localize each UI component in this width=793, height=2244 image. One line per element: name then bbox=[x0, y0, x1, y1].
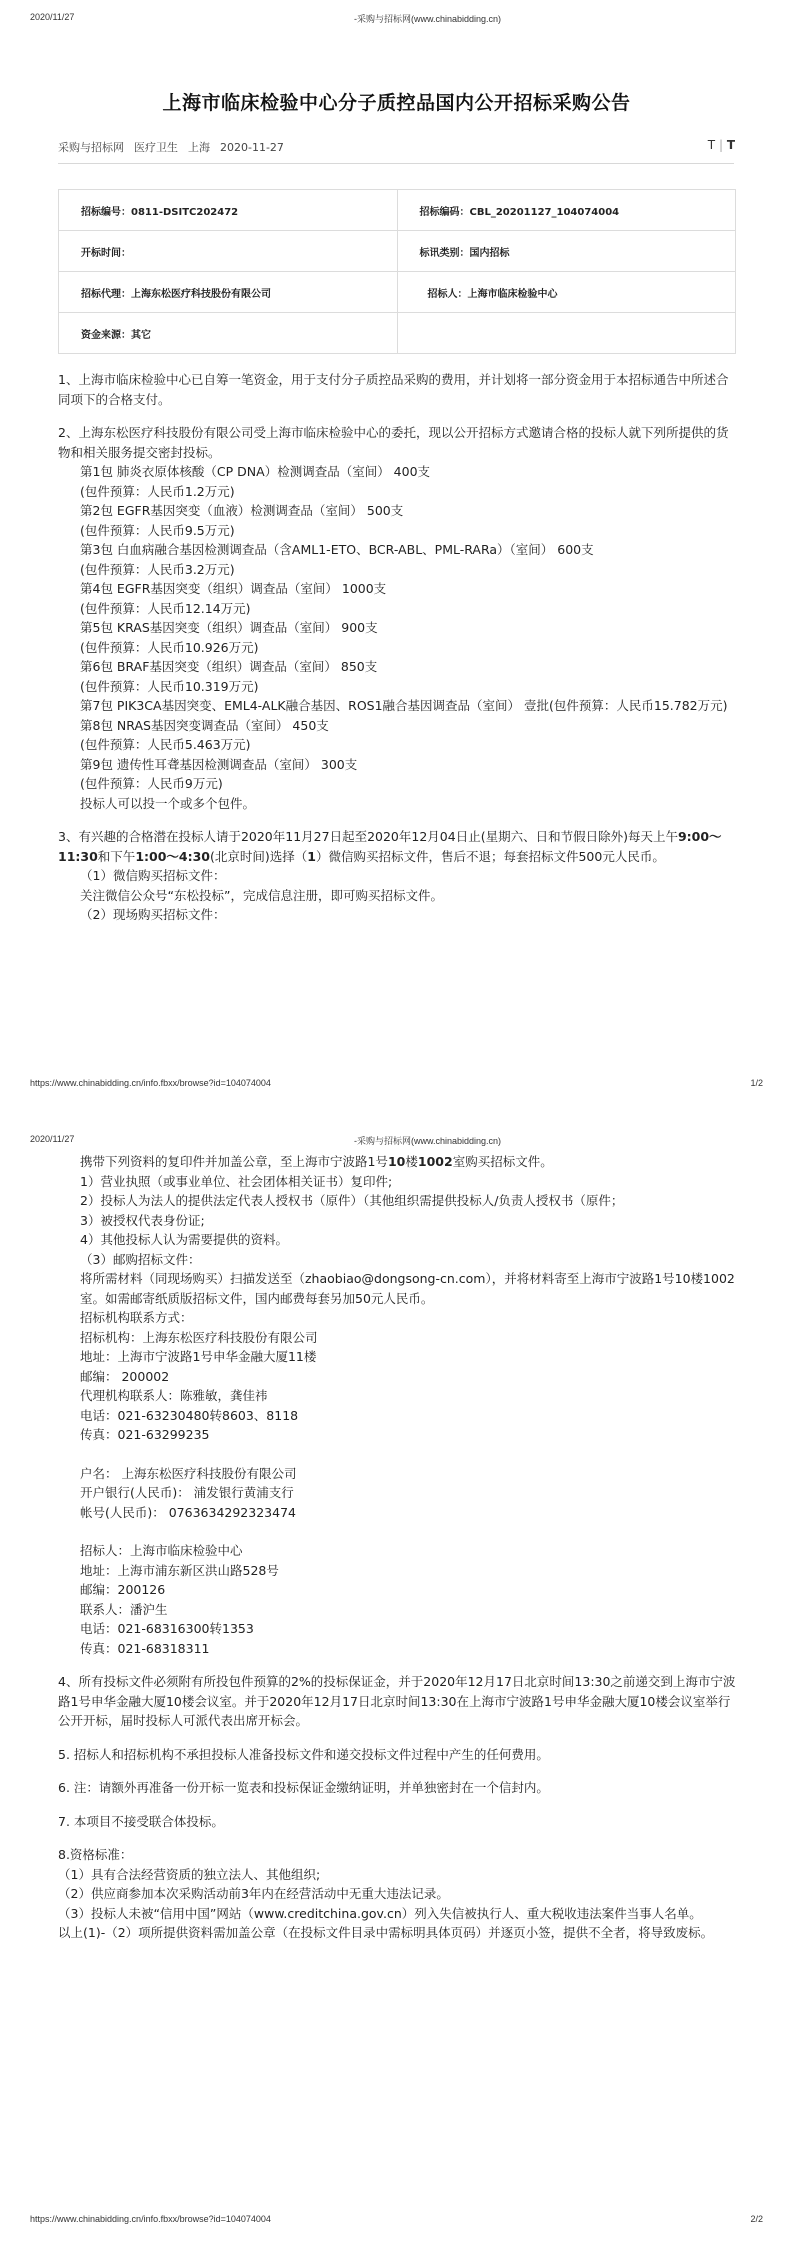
agency-fax: 传真：021-63299235 bbox=[80, 1427, 210, 1442]
package-budget: (包件预算：人民币3.2万元) bbox=[80, 561, 235, 577]
req-3: 3）被授权代表身份证; bbox=[80, 1212, 205, 1228]
onsite-text: 携带下列资料的复印件并加盖公章，至上海市宁波路1号10楼1002室购买招标文件。 bbox=[80, 1154, 553, 1169]
agency-zip: 邮编： 200002 bbox=[80, 1368, 170, 1384]
qual-3: （3）投标人未被“信用中国”网站（www.creditchina.gov.cn）列入失信被执行人、重大税收违法案件当事人名单。 bbox=[58, 1905, 702, 1921]
meta-source[interactable]: 采购与招标网 bbox=[58, 141, 124, 154]
mail-text: 将所需材料（同现场购买）扫描发送至（zhaobiao@dongsong-cn.com），并将材料寄至上海市宁波路1号10楼1002室。如需邮寄纸质版招标文件，国内邮费每套另加50元人民币。 bbox=[80, 1271, 735, 1306]
page-title: 上海市临床检验中心分子质控品国内公开招标采购公告 bbox=[162, 92, 631, 114]
package-budget: (包件预算：人民币10.319万元) bbox=[80, 678, 259, 694]
type-cell: 标讯类别：国内招标 bbox=[397, 231, 736, 272]
font-large-button[interactable]: T bbox=[726, 138, 735, 152]
contact-title: 招标机构联系方式： bbox=[80, 1310, 193, 1325]
account-number: 帐号(人民币)： 0763634292323474 bbox=[80, 1504, 296, 1520]
tenderer-fax: 传真：021-68318311 bbox=[80, 1640, 210, 1656]
open-time-cell: 开标时间： bbox=[59, 231, 398, 272]
tenderer-address: 地址：上海市浦东新区洪山路528号 bbox=[80, 1562, 279, 1578]
footer-page: 2/2 bbox=[750, 2214, 763, 2224]
package-line: 第9包 遗传性耳聋基因检测调查品（室间） 300支 bbox=[80, 756, 358, 772]
qual-4: 以上(1)-（2）项所提供资料需加盖公章（在投标文件目录中需标明具体页码）并逐页小签，提供不全者，将导致废标。 bbox=[58, 1925, 714, 1940]
section-8: 8.资格标准： bbox=[58, 1847, 133, 1862]
footer-url[interactable]: https://www.chinabidding.cn/info.fbxx/browse?id=104074004 bbox=[30, 1078, 271, 1088]
onsite-title: （2）现场购买招标文件： bbox=[80, 907, 226, 922]
qual-2: （2）供应商参加本次采购活动前3年内在经营活动中无重大违法记录。 bbox=[58, 1886, 449, 1901]
account-bank: 开户银行(人民币)： 浦发银行黄浦支行 bbox=[80, 1485, 294, 1500]
print-date: 2020/11/27 bbox=[30, 1134, 75, 1144]
req-4: 4）其他投标人认为需要提供的资料。 bbox=[80, 1232, 288, 1247]
package-line: 第4包 EGFR基因突变（组织）调查品（室间） 1000支 bbox=[80, 581, 387, 596]
package-budget: (包件预算：人民币9万元) bbox=[80, 776, 223, 791]
bid-info-table bbox=[58, 189, 736, 354]
section-2: 2、上海东松医疗科技股份有限公司受上海市临床检验中心的委托，现以公开招标方式邀请合格的投标人就下列所提供的货物和相关服务提交密封投标。 bbox=[58, 425, 729, 460]
font-small-button[interactable]: T bbox=[707, 138, 716, 152]
notice-body-1 bbox=[58, 370, 738, 925]
footer-page: 1/2 bbox=[750, 1078, 763, 1088]
agency-tel: 电话：021-63230480转8603、8118 bbox=[80, 1407, 299, 1423]
title-divider bbox=[58, 163, 734, 164]
package-7: 第7包 PIK3CA基因突变、EML4-ALK融合基因、ROS1融合基因调查品（室间） 壹批(包件预算：人民币15.782万元) bbox=[80, 698, 728, 713]
notice-body-2 bbox=[58, 1152, 738, 1943]
packages-note: 投标人可以投一个或多个包件。 bbox=[80, 795, 256, 811]
section-6: 6. 注：请额外再准备一份开标一览表和投标保证金缴纳证明，并单独密封在一个信封内。 bbox=[58, 1780, 549, 1795]
mail-title: （3）邮购招标文件： bbox=[80, 1251, 201, 1267]
account-name: 户名： 上海东松医疗科技股份有限公司 bbox=[80, 1465, 297, 1481]
package-budget: (包件预算：人民币1.2万元) bbox=[80, 483, 235, 499]
package-line: 第5包 KRAS基因突变（组织）调查品（室间） 900支 bbox=[80, 620, 378, 635]
meta-date: 2020-11-27 bbox=[220, 141, 284, 154]
package-line: 第3包 白血病融合基因检测调查品（含AML1-ETO、BCR-ABL、PML-RARa）（室间） 600支 bbox=[80, 542, 594, 557]
print-site: -采购与招标网(www.chinabidding.cn) bbox=[354, 1136, 502, 1146]
package-line: 第2包 EGFR基因突变（血液）检测调查品（室间） 500支 bbox=[80, 503, 404, 518]
meta-region[interactable]: 上海 bbox=[188, 141, 210, 154]
print-date: 2020/11/27 bbox=[30, 12, 75, 22]
wechat-title: （1）微信购买招标文件： bbox=[80, 868, 226, 883]
section-7: 7. 本项目不接受联合体投标。 bbox=[58, 1813, 224, 1829]
section-3: 3、有兴趣的合格潜在投标人请于2020年11月27日起至2020年12月04日止(星期六、日和节假日除外)每天上午9:00～11:30和下午1:00～4:30(北京时间)选择（1）微信购买招标文件，售后不退；每套招标文件500元人民币。 bbox=[58, 829, 722, 864]
package-budget: (包件预算：人民币12.14万元) bbox=[80, 600, 251, 616]
article-meta bbox=[58, 139, 294, 155]
section-1: 1、上海市临床检验中心已自筹一笔资金，用于支付分子质控品采购的费用，并计划将一部分资金用于本招标通告中所述合同项下的合格支付。 bbox=[58, 372, 729, 407]
package-line: 第8包 NRAS基因突变调查品（室间） 450支 bbox=[80, 717, 329, 733]
req-1: 1）营业执照（或事业单位、社会团体相关证书）复印件; bbox=[80, 1173, 393, 1189]
agent-cell: 招标代理：上海东松医疗科技股份有限公司 bbox=[59, 272, 398, 313]
bid-no-cell: 招标编号：0811-DSITC202472 bbox=[59, 190, 398, 231]
agency-address: 地址：上海市宁波路1号申华金融大厦11楼 bbox=[80, 1349, 317, 1364]
wechat-text: 关注微信公众号“东松投标”，完成信息注册，即可购买招标文件。 bbox=[80, 887, 443, 903]
agency-name: 招标机构：上海东松医疗科技股份有限公司 bbox=[80, 1329, 318, 1345]
section-5: 5. 招标人和招标机构不承担投标人准备投标文件和递交投标文件过程中产生的任何费用。 bbox=[58, 1746, 549, 1762]
package-list-b bbox=[58, 716, 738, 814]
package-budget: (包件预算：人民币5.463万元) bbox=[80, 737, 251, 752]
tenderer-contact: 联系人：潘沪生 bbox=[80, 1601, 168, 1617]
page-2 bbox=[0, 1122, 793, 2244]
req-2: 2）投标人为法人的提供法定代表人授权书（原件）（其他组织需提供投标人/负责人授权书（原件； bbox=[80, 1193, 624, 1208]
meta-category[interactable]: 医疗卫生 bbox=[134, 141, 178, 154]
print-site: -采购与招标网(www.chinabidding.cn) bbox=[354, 14, 502, 24]
qual-1: （1）具有合法经营资质的独立法人、其他组织; bbox=[58, 1866, 321, 1882]
bid-code-cell: 招标编码：CBL_20201127_104074004 bbox=[397, 190, 736, 231]
package-line: 第1包 肺炎衣原体核酸（CP DNA）检测调查品（室间） 400支 bbox=[80, 464, 431, 479]
font-size-toggle[interactable]: T | T bbox=[707, 138, 735, 152]
tenderer-cell: 招标人：上海市临床检验中心 bbox=[397, 272, 736, 313]
package-budget: (包件预算：人民币9.5万元) bbox=[80, 522, 235, 538]
package-budget: (包件预算：人民币10.926万元) bbox=[80, 639, 259, 655]
fund-cell: 资金来源：其它 bbox=[59, 313, 398, 354]
footer-url[interactable]: https://www.chinabidding.cn/info.fbxx/browse?id=104074004 bbox=[30, 2214, 271, 2224]
empty-cell bbox=[397, 313, 736, 354]
tenderer-name: 招标人：上海市临床检验中心 bbox=[80, 1543, 243, 1558]
agency-contact: 代理机构联系人：陈雅敏，龚佳祎 bbox=[80, 1388, 268, 1403]
package-line: 第6包 BRAF基因突变（组织）调查品（室间） 850支 bbox=[80, 659, 378, 674]
section-4: 4、所有投标文件必须附有所投包件预算的2%的投标保证金，并于2020年12月17日北京时间13:30之前递交到上海市宁波路1号申华金融大厦10楼会议室。并于2020年12月17日北京时间13:30在上海市宁波路1号申华金融大厦10楼会议室举行公开开标，届时投标人可派代表出席开标会。 bbox=[58, 1674, 736, 1728]
tenderer-zip: 邮编：200126 bbox=[80, 1582, 166, 1597]
tenderer-tel: 电话：021-68316300转1353 bbox=[80, 1621, 254, 1636]
package-list bbox=[58, 462, 738, 696]
